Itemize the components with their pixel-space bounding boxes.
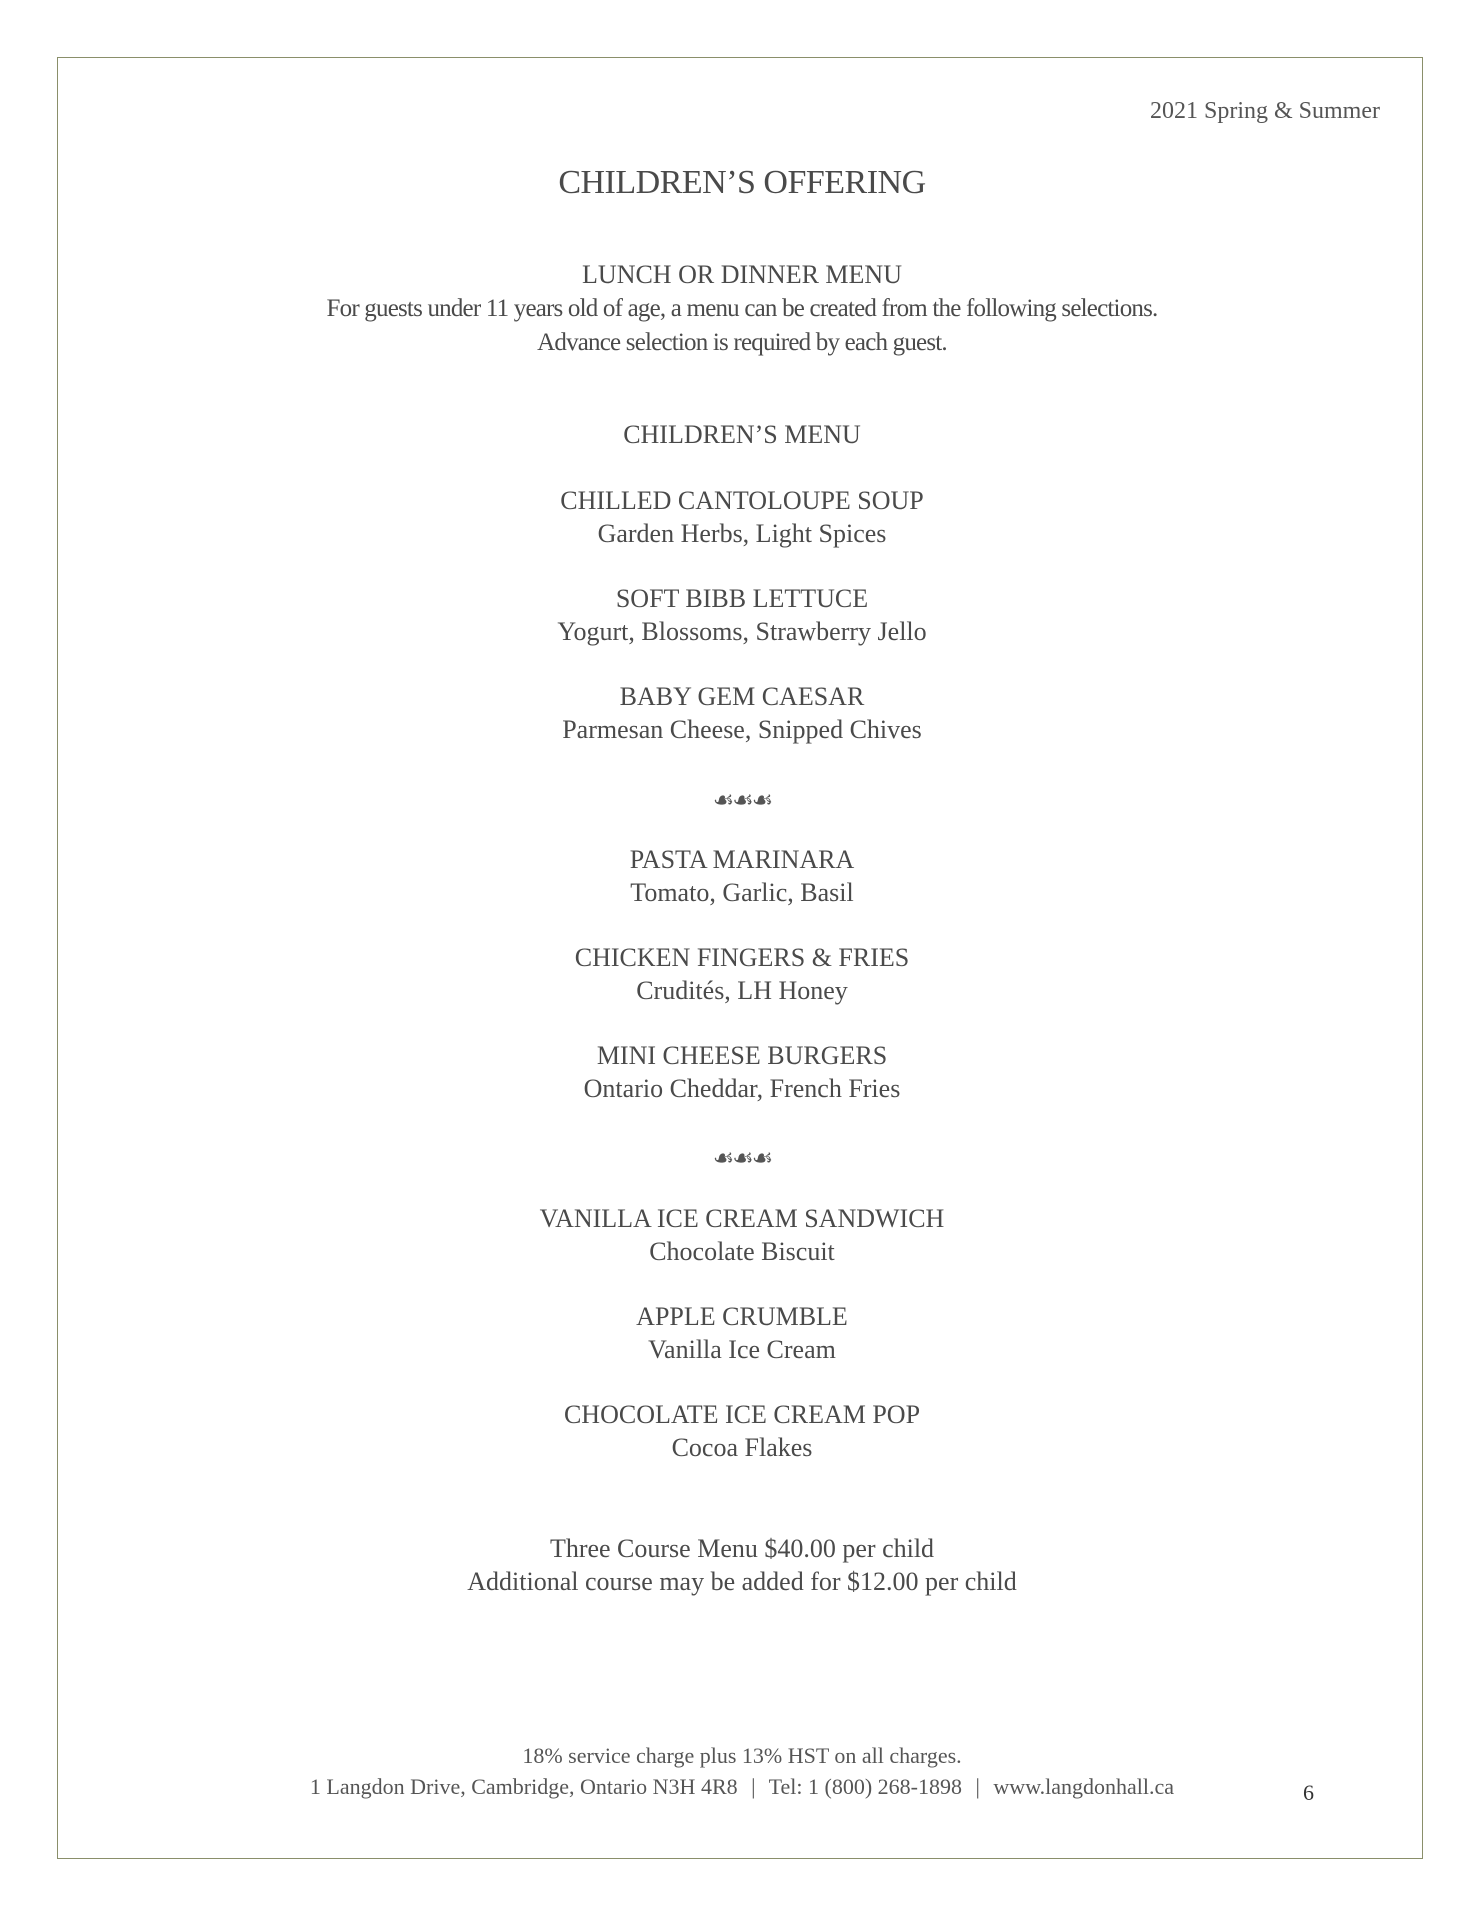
menu-item [0, 582, 1484, 648]
intro-block [0, 258, 1484, 360]
menu-item-name: SOFT BIBB LETTUCE [615, 584, 869, 613]
menu-item-name: MINI CHEESE BURGERS [596, 1041, 888, 1070]
footer-phone: Tel: 1 (800) 268-1898 [768, 1774, 963, 1799]
menu-item [0, 484, 1484, 550]
menu-item [0, 1300, 1484, 1366]
menu-item [0, 1398, 1484, 1464]
menu-item [0, 1202, 1484, 1268]
menu-item [0, 941, 1484, 1007]
footer-separator: | [751, 1774, 756, 1799]
ornament-divider: ☙☙☙ [712, 788, 772, 814]
menu-item-desc: Tomato, Garlic, Basil [630, 878, 854, 907]
footer [0, 1740, 1484, 1802]
season-label: 2021 Spring & Summer [1149, 98, 1380, 124]
pricing-line-2: Additional course may be added for $12.00 per child [467, 1567, 1017, 1596]
pricing-line-1: Three Course Menu $40.00 per child [549, 1534, 935, 1563]
menu-item-name: PASTA MARINARA [629, 845, 855, 874]
footer-address: 1 Langdon Drive, Cambridge, Ontario N3H 4R8 [309, 1774, 738, 1799]
pricing-block [0, 1532, 1484, 1598]
ornament-divider: ☙☙☙ [712, 1146, 772, 1172]
menu-item-desc: Chocolate Biscuit [649, 1237, 835, 1266]
footer-separator: | [975, 1774, 980, 1799]
intro-line-2: Advance selection is required by each guest. [537, 329, 947, 356]
footer-contact [0, 1771, 1484, 1802]
menu-item-name: CHILLED CANTOLOUPE SOUP [560, 486, 924, 515]
menu-heading: CHILDREN’S MENU [623, 420, 861, 449]
page-number: 6 [1303, 1780, 1314, 1805]
menu-item-desc: Yogurt, Blossoms, Strawberry Jello [557, 617, 927, 646]
menu-item [0, 680, 1484, 746]
menu-item-desc: Parmesan Cheese, Snipped Chives [562, 715, 922, 744]
menu-item-name: APPLE CRUMBLE [636, 1302, 848, 1331]
menu-item-name: BABY GEM CAESAR [619, 682, 865, 711]
menu-item [0, 843, 1484, 909]
menu-item-name: CHOCOLATE ICE CREAM POP [563, 1400, 921, 1429]
menu-item-name: VANILLA ICE CREAM SANDWICH [539, 1204, 945, 1233]
menu-item-desc: Garden Herbs, Light Spices [597, 519, 887, 548]
intro-heading: LUNCH OR DINNER MENU [582, 260, 902, 289]
footer-charges: 18% service charge plus 13% HST on all charges. [522, 1743, 962, 1768]
menu-item-desc: Ontario Cheddar, French Fries [583, 1074, 901, 1103]
menu-item-desc: Vanilla Ice Cream [648, 1335, 836, 1364]
menu-item-desc: Crudités, LH Honey [636, 976, 848, 1005]
footer-website-link[interactable]: www.langdonhall.ca [993, 1774, 1175, 1799]
menu-item [0, 1039, 1484, 1105]
menu-item-name: CHICKEN FINGERS & FRIES [574, 943, 910, 972]
menu-item-desc: Cocoa Flakes [671, 1433, 813, 1462]
intro-line-1: For guests under 11 years old of age, a menu can be created from the following selections. [326, 295, 1158, 322]
page-title: CHILDREN’S OFFERING [558, 164, 926, 201]
